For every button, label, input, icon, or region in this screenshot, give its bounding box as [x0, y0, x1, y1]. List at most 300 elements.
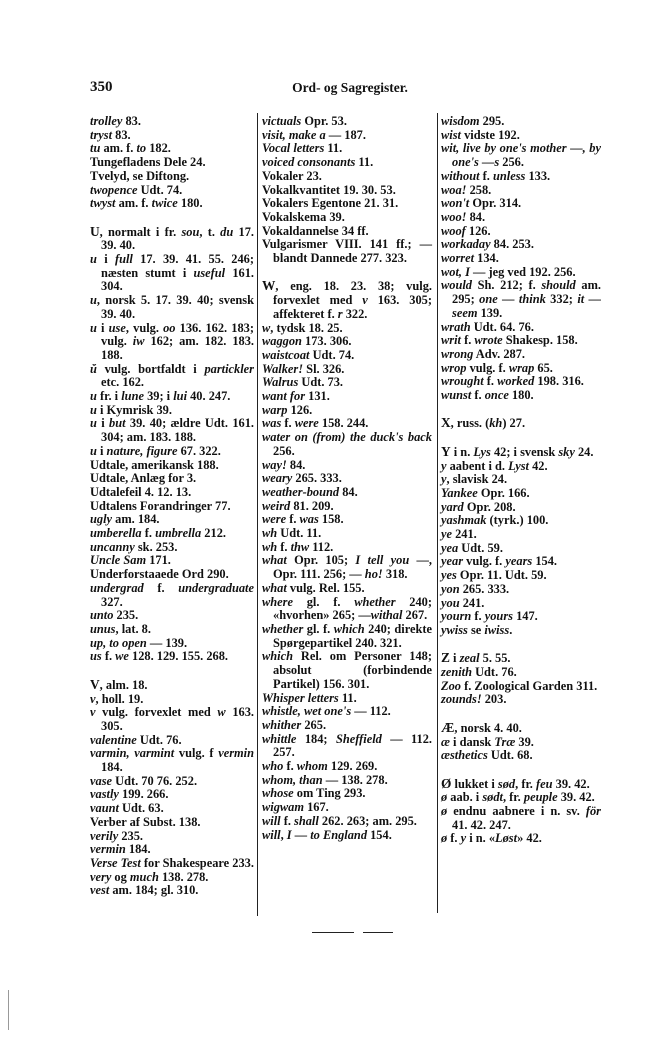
entry-text: ) 27. — [502, 416, 526, 431]
entry-term: vermin — [90, 842, 126, 857]
index-entry — [90, 871, 254, 885]
entry-term: whether — [262, 622, 304, 636]
entry-text: 163. 305; affekteret f. — [273, 293, 432, 321]
entry-text: 39. 42. — [552, 776, 590, 791]
index-entry — [90, 197, 254, 211]
index-entry — [262, 349, 432, 363]
entry-term: Uncle Sam — [90, 553, 147, 568]
entry-text: 258. — [466, 182, 492, 197]
entry-text: fr. i — [96, 389, 122, 404]
entry-term: lune — [121, 389, 144, 404]
entry-text: se — [467, 622, 485, 637]
entry-text: Rel. om Personer 148; absolut (forbindende Partikel) 156. 301. — [273, 649, 432, 691]
entry-term: which — [333, 622, 365, 636]
index-entry — [262, 417, 432, 431]
entry-term: u — [90, 320, 97, 335]
entry-text: i Kymrisk 39. — [96, 402, 172, 417]
entry-text: 39. — [515, 734, 534, 749]
index-entry — [90, 678, 254, 693]
entry-term: water on (from) the duck's back — [262, 430, 432, 445]
entry-term: valentine — [90, 732, 137, 747]
entry-text: 42; i svensk — [490, 444, 559, 459]
entry-text: f. — [277, 539, 291, 554]
index-entry — [441, 129, 601, 143]
entry-text: 318. — [382, 567, 408, 582]
index-entry — [441, 487, 601, 501]
index-entry — [90, 857, 254, 871]
index-entry — [90, 170, 254, 184]
entry-text: — 187. — [325, 127, 366, 142]
index-entry — [441, 736, 601, 750]
entry-term: thw — [290, 539, 310, 554]
index-entry — [262, 197, 432, 211]
entry-text: i — [96, 252, 115, 267]
index-entry — [262, 390, 432, 404]
entry-text: Adv. 287. — [473, 346, 526, 361]
index-entry — [441, 184, 601, 198]
index-entry — [441, 348, 601, 362]
entry-term: shall — [294, 813, 319, 828]
entry-text: Udt. 11. — [277, 526, 322, 541]
section-gap — [441, 431, 601, 445]
entry-text: , alm. 18. — [99, 677, 148, 692]
index-entry — [441, 651, 601, 666]
index-entry — [90, 156, 254, 170]
entry-term: will — [262, 827, 281, 842]
index-entry — [262, 582, 432, 596]
index-entry — [441, 197, 601, 211]
entry-text: i — [449, 651, 460, 666]
entry-term: wrong — [441, 346, 474, 361]
index-entry — [262, 156, 432, 170]
index-entry — [262, 801, 432, 815]
entry-text: gl. f. — [303, 622, 334, 636]
index-entry — [90, 802, 254, 816]
entry-text: 11. — [324, 141, 343, 156]
entry-term: zenith — [441, 665, 472, 680]
entry-text: 131. — [305, 389, 330, 404]
index-entry — [90, 706, 254, 733]
entry-text: 265. — [301, 717, 327, 732]
entry-text: 112. — [309, 539, 334, 554]
entry-text: 65. — [534, 360, 553, 375]
index-entry — [262, 692, 432, 706]
entry-term: partickler — [204, 361, 254, 376]
entry-text: 199. 266. — [118, 787, 169, 802]
entry-text: 83. — [122, 114, 141, 128]
entry-text: 265. 333. — [459, 581, 510, 596]
index-entry — [262, 225, 432, 239]
index-entry — [441, 115, 601, 129]
entry-text: 84. 253. — [490, 237, 534, 252]
index-entry — [262, 719, 432, 733]
entry-term: use — [108, 320, 126, 335]
entry-term: writ — [441, 333, 461, 348]
entry-text: vulg. f. — [466, 360, 509, 375]
index-entry — [441, 375, 601, 389]
entry-term: wh — [262, 526, 278, 541]
entry-text: 136. 162. 183; vulg. — [101, 320, 255, 349]
entry-text: 184; — [296, 731, 336, 746]
index-entry — [441, 266, 601, 280]
entry-term: ho! — [364, 567, 383, 582]
entry-term: weird — [262, 498, 291, 513]
entry-term: yours — [484, 609, 513, 624]
index-entry — [90, 788, 254, 802]
entry-term: Verse Test — [90, 855, 141, 870]
entry-text: 240; «hvorhen» 265; — — [273, 594, 432, 623]
index-entry — [90, 527, 254, 541]
section-gap — [441, 763, 601, 777]
index-entry — [90, 637, 254, 651]
section-letter: Z — [441, 650, 450, 666]
entry-text: , holl. 19. — [95, 691, 144, 706]
entry-text: for Shakespeare 233. — [140, 855, 254, 870]
entry-term: ø — [441, 831, 448, 846]
index-entry — [262, 142, 432, 156]
index-entry — [90, 115, 254, 129]
entry-term: æ — [441, 734, 450, 749]
entry-text: vidste 192. — [460, 127, 520, 142]
entry-text: vulg. f — [174, 746, 219, 761]
index-entry — [441, 238, 601, 252]
index-entry — [90, 500, 254, 514]
entry-text: Udt. 74. — [309, 347, 355, 362]
section-gap — [90, 664, 254, 678]
entry-text: 24. — [574, 444, 594, 459]
entry-text: sk. 253. — [134, 539, 178, 554]
index-entry — [441, 597, 601, 611]
index-entry — [441, 542, 601, 556]
entry-term: full — [114, 252, 133, 267]
entry-term: one — think — [479, 292, 546, 307]
entry-text: Tungefladens Dele 24. — [90, 155, 206, 170]
entry-text: Udtale, Anlæg for 3. — [90, 471, 197, 486]
entry-text: f. — [280, 813, 295, 828]
index-entry — [441, 501, 601, 515]
index-entry — [441, 142, 601, 169]
entry-term: who — [262, 759, 284, 774]
entry-term: I tell you — [355, 553, 410, 568]
index-entry — [90, 417, 254, 444]
entry-text: , fr. — [502, 790, 524, 805]
scan-margin-mark — [8, 990, 9, 1030]
index-entry — [262, 376, 432, 390]
entry-term: wit, live by one's mother —, by one's —s — [441, 141, 601, 170]
entry-text: f. — [471, 388, 485, 403]
entry-text: 240; direkte Spørgepartikel 240. 321. — [273, 622, 432, 650]
entry-term: sky — [558, 444, 575, 459]
entry-text: f. — [460, 333, 475, 348]
entry-text: Opr. 11. Udt. 59. — [456, 568, 547, 583]
entry-term: victuals — [262, 114, 302, 128]
entry-text: 83. — [112, 127, 131, 142]
entry-text: 128. 129. 155. 268. — [128, 649, 229, 664]
entry-term: varmin, varmint — [90, 746, 175, 761]
index-entry — [441, 777, 601, 792]
entry-term: woof — [441, 223, 466, 238]
entry-term: years — [505, 554, 533, 569]
index-entry — [262, 733, 432, 760]
entry-text: 241. — [452, 527, 477, 542]
entry-text: f. — [281, 416, 295, 431]
entry-text: 161. 304. — [101, 265, 255, 294]
entry-text: , t. — [199, 224, 221, 239]
entry-term: för — [585, 804, 601, 819]
entry-text: 180. — [177, 196, 203, 211]
section-letter: X — [441, 415, 451, 431]
entry-term: u — [90, 252, 97, 267]
entry-term: twice — [151, 196, 178, 211]
entry-text: 154. — [367, 827, 392, 842]
index-entry — [441, 693, 601, 707]
entry-text: 39. 40; ældre Udt. 161. 304; am. 183. 188. — [101, 416, 255, 445]
index-entry — [90, 650, 254, 664]
index-entry — [262, 500, 432, 514]
index-entry — [262, 184, 432, 198]
index-column-2 — [262, 115, 432, 842]
entry-text: 212. — [201, 526, 226, 541]
entry-text: etc. 162. — [101, 375, 145, 390]
entry-text: 138. 278. — [158, 869, 209, 884]
index-entry — [441, 473, 601, 487]
entry-text: — 139. — [146, 635, 188, 650]
entry-term: Lys — [473, 444, 491, 459]
entry-text: Udt. 70 76. 252. — [112, 773, 198, 788]
entry-term: warp — [262, 402, 288, 417]
entry-term: æsthetics — [441, 748, 488, 763]
entry-term: sødt — [482, 790, 503, 805]
entry-term: u — [90, 293, 97, 308]
index-entry — [90, 184, 254, 198]
index-entry — [90, 816, 254, 830]
entry-text: 262. 263; am. 295. — [318, 813, 417, 828]
entry-term: v — [90, 705, 96, 720]
entry-text: , norsk 5. 17. 39. 40; svensk 39. 40. — [96, 293, 254, 321]
entry-term: v — [362, 293, 368, 308]
entry-text: — 112. — [351, 704, 391, 719]
entry-term: worked — [497, 374, 535, 389]
entry-text: 126. — [465, 223, 491, 238]
index-entry — [262, 705, 432, 719]
index-entry — [441, 252, 601, 266]
entry-term: ugly — [90, 512, 113, 527]
entry-term: nature, figure — [106, 443, 178, 458]
entry-term: ø — [441, 790, 448, 805]
index-entry — [441, 721, 601, 736]
entry-text: 81. 209. — [290, 498, 334, 513]
entry-text: 203. — [481, 692, 507, 707]
entry-term: whose — [262, 786, 294, 801]
entry-text: Vulgarismer VIII. 141 ff.; — blandt Dannede 277. 323. — [262, 237, 432, 266]
entry-text: 267. — [402, 608, 428, 623]
entry-text: og — [111, 869, 130, 884]
entry-term: to — [136, 141, 147, 156]
entry-text: 327. — [101, 594, 123, 609]
index-entry — [90, 459, 254, 473]
entry-term: u — [90, 443, 97, 458]
index-entry — [441, 321, 601, 335]
index-entry — [90, 843, 254, 857]
entry-term: y — [441, 472, 447, 487]
entry-text: , norsk 4. 40. — [454, 720, 522, 735]
entry-term: kh — [489, 416, 503, 431]
index-entry — [262, 279, 432, 321]
index-entry — [262, 129, 432, 143]
entry-term: weather-bound — [262, 484, 340, 499]
index-entry — [262, 211, 432, 225]
entry-text: Vokalers Egentone 21. 31. — [262, 196, 399, 211]
entry-term: Walker! — [262, 361, 304, 376]
entry-text: Udt. 64. 76. — [470, 319, 534, 334]
index-entry — [441, 334, 601, 348]
index-entry — [441, 569, 601, 583]
entry-text: Udtalens Forandringer 77. — [90, 498, 231, 513]
entry-term: zeal — [459, 651, 480, 666]
entry-text: i dansk — [449, 734, 495, 749]
entry-text: f. — [141, 526, 156, 541]
entry-term: du — [220, 224, 234, 239]
entry-term: sou — [181, 224, 200, 239]
entry-term: whom, than — [262, 772, 323, 787]
entry-text: Vokalkvantitet 19. 30. 53. — [262, 182, 396, 197]
entry-text: i — [96, 320, 109, 335]
index-entry — [441, 666, 601, 680]
entry-term: very — [90, 869, 112, 884]
entry-text: endnu aabnere i n. sv. — [447, 804, 586, 819]
entry-text: am. 184. — [112, 512, 160, 527]
entry-text: om Ting 293. — [293, 786, 366, 801]
entry-term: uncanny — [90, 539, 135, 554]
page-number: 350 — [90, 79, 113, 95]
entry-term: feu — [536, 776, 553, 791]
entry-term: twopence — [90, 182, 138, 197]
entry-term: workaday — [441, 237, 491, 252]
entry-text: , — [280, 827, 287, 842]
entry-text: f. Zoological Garden 311. — [460, 678, 598, 693]
entry-text: 139. — [477, 305, 503, 320]
index-entry — [441, 791, 601, 805]
index-entry — [262, 774, 432, 788]
entry-term: ŭ — [90, 361, 97, 376]
entry-term: w — [217, 705, 226, 720]
index-entry — [441, 680, 601, 694]
entry-text: f. — [471, 609, 485, 624]
entry-term: waggon — [262, 334, 302, 349]
entry-term: Yankee — [441, 485, 478, 500]
entry-term: ø — [441, 804, 448, 819]
index-entry — [262, 829, 432, 843]
entry-term: unus — [90, 622, 116, 636]
entry-text: 171. — [146, 553, 171, 568]
entry-term: yon — [441, 581, 460, 596]
index-entry — [262, 527, 432, 541]
entry-term: u — [90, 402, 97, 417]
entry-term: without — [441, 168, 480, 183]
entry-text: Sl. 326. — [303, 361, 345, 376]
entry-text: am. 184; gl. 310. — [109, 883, 199, 898]
entry-term: wrath — [441, 319, 471, 334]
entry-text: f. — [286, 512, 300, 527]
entry-text: Udt. 63. — [118, 801, 164, 816]
entry-text: 154. — [532, 554, 557, 569]
index-entry — [441, 514, 601, 528]
entry-text: 163. 305. — [101, 705, 254, 733]
entry-term: yes — [441, 568, 457, 583]
index-entry — [262, 335, 432, 349]
index-entry — [262, 486, 432, 500]
entry-term: tu — [90, 141, 101, 156]
index-entry — [90, 554, 254, 568]
entry-term: whither — [262, 717, 302, 732]
entry-term: you — [441, 595, 460, 610]
entry-term: wisdom — [441, 114, 480, 128]
entry-text: vulg. forvexlet med — [95, 705, 218, 720]
entry-term: Whisper letters — [262, 690, 339, 705]
entry-text: — 112. 257. — [273, 731, 432, 760]
entry-term: voiced consonants — [262, 155, 356, 170]
index-entry — [90, 404, 254, 418]
entry-text: Udtale, amerikansk 188. — [90, 457, 219, 472]
entry-term: it — seem — [452, 292, 601, 320]
entry-text: , tydsk 18. 25. — [270, 320, 343, 335]
index-entry — [90, 363, 254, 390]
entry-term: vastly — [90, 787, 119, 802]
section-gap — [441, 638, 601, 652]
entry-text: — jeg ved 192. 256. — [469, 264, 576, 279]
entry-text: Verber af Subst. 138. — [90, 814, 201, 829]
entry-term: us — [90, 649, 102, 664]
entry-term: wunst — [441, 388, 472, 403]
entry-term: vest — [90, 883, 110, 898]
entry-text: 235. — [113, 608, 139, 623]
entry-text: 17. 39. 41. 55. 246; næsten stumt i — [101, 252, 255, 280]
index-entry — [90, 472, 254, 486]
entry-text: vulg. f. — [463, 554, 506, 569]
entry-term: twyst — [90, 196, 116, 211]
entry-text: 162; am. 182. 183. 188. — [101, 334, 254, 362]
entry-text: , fr. — [515, 776, 537, 791]
entry-term: want for — [262, 389, 306, 404]
entry-term: ywiss — [441, 622, 468, 637]
entry-text: 184. — [101, 760, 123, 775]
entry-term: vaunt — [90, 801, 119, 816]
entry-text: 158. 244. — [318, 416, 369, 431]
entry-term: yashmak — [441, 513, 487, 528]
entry-text: , slavisk 24. — [446, 472, 508, 487]
section-letter: U — [90, 223, 100, 239]
entry-term: trolley — [90, 114, 123, 128]
entry-term: vase — [90, 773, 113, 788]
entry-text: f. — [283, 759, 297, 774]
index-entry — [441, 416, 601, 431]
entry-term: iw — [132, 334, 145, 349]
page-header — [90, 79, 600, 99]
index-entry — [262, 170, 432, 184]
index-entry — [441, 460, 601, 474]
index-entry — [90, 541, 254, 555]
entry-term: whether — [354, 594, 396, 609]
entry-term: whom — [296, 759, 328, 774]
entry-term: unless — [493, 168, 526, 183]
entry-term: wigwam — [262, 800, 304, 815]
entry-text: 67. 322. — [177, 443, 221, 458]
index-entry — [441, 749, 601, 763]
entry-text: Udt. 68. — [487, 748, 533, 763]
section-letter: W — [262, 278, 276, 294]
entry-text: 5. 55. — [479, 651, 511, 666]
index-entry — [90, 294, 254, 321]
